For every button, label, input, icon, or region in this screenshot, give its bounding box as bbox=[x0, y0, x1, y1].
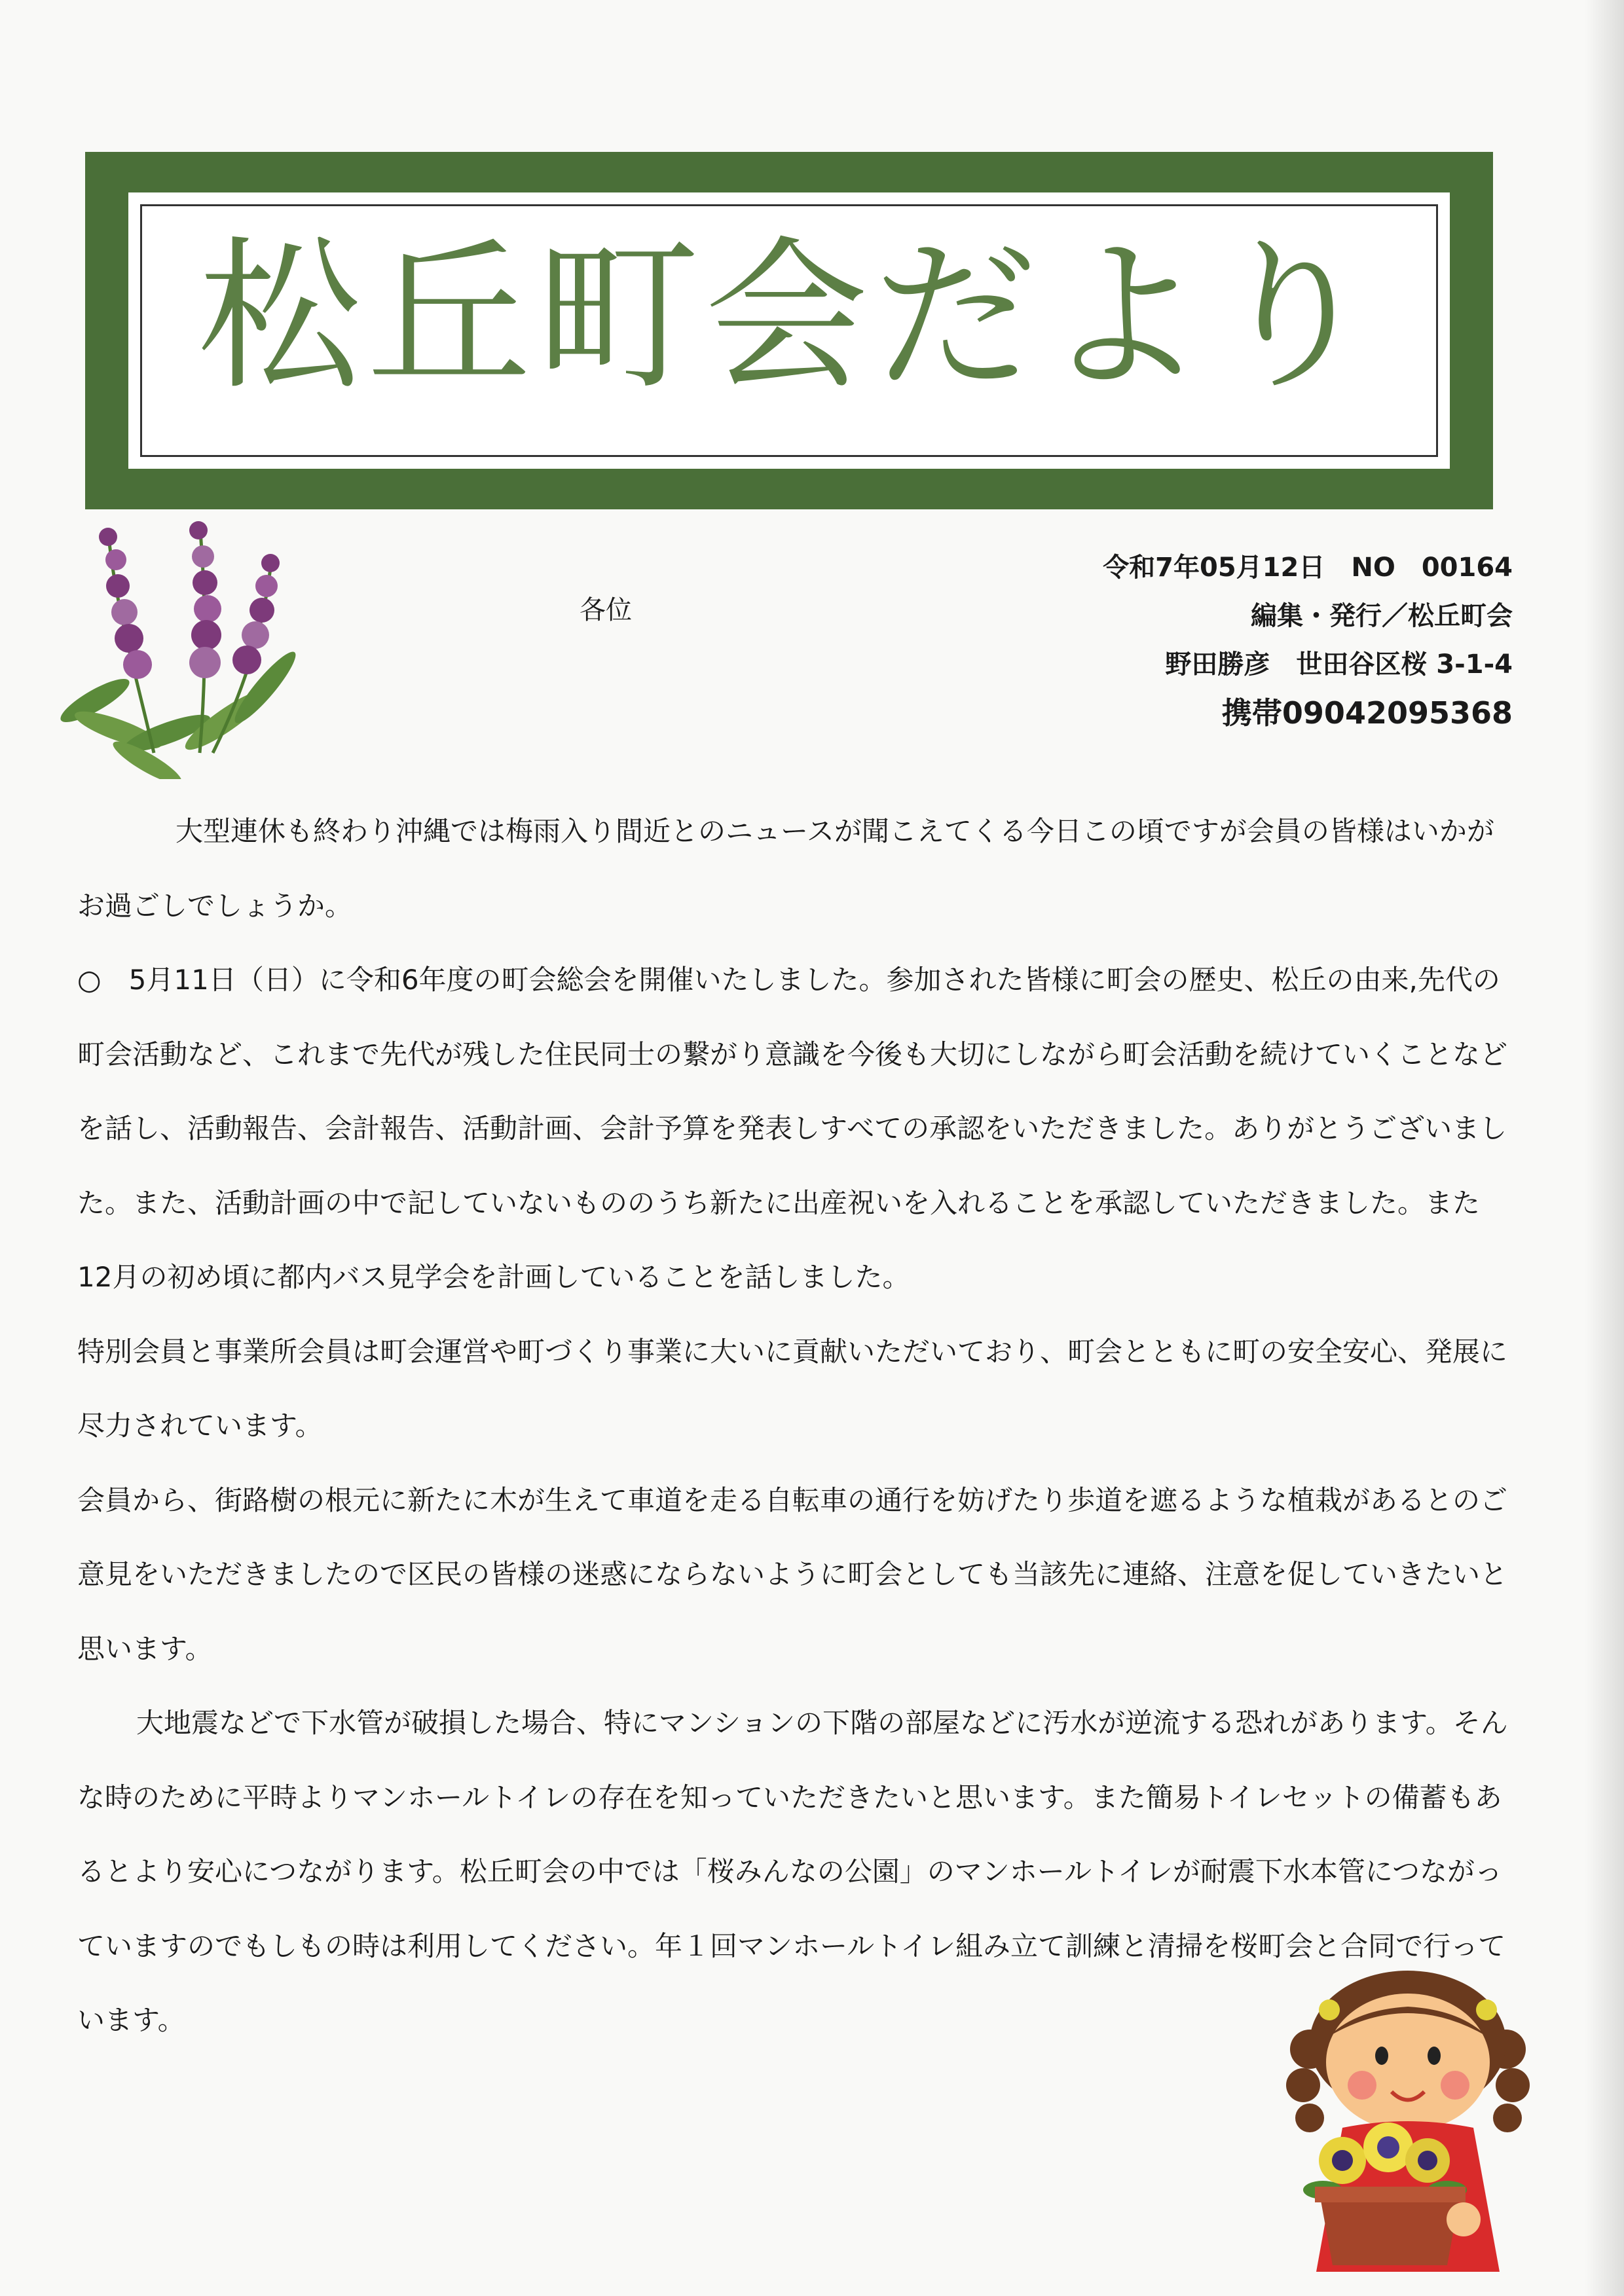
girl-with-pansy-pot-icon bbox=[1264, 1964, 1552, 2278]
contact-address: 野田勝彦 世田谷区桜 3-1-4 bbox=[1165, 649, 1513, 680]
flower-blossoms bbox=[99, 521, 280, 679]
issue-info bbox=[1103, 543, 1513, 737]
girl-face bbox=[1326, 1994, 1490, 2131]
manhole-toilet-paragraph: 大地震などで下水管が破損した場合、特にマンションの下階の部屋などに汚水が逆流する恐れがあります。そんな時のために平時よりマンホールトイレの存在を知っていただきたいと思います。また簡易トイレセットの備蓄もあるとより安心につながります。松丘町会の中では「桜みんなの公園」のマンホールトイレが耐震下水本管につながっていますのでもしもの時は利用してください。年１回マンホールトイレ組み立て訓練と清掃を桜町会と合同で行っています。 bbox=[77, 1707, 1508, 2036]
general-meeting-paragraph: ○ 5月11日（日）に令和6年度の町会総会を開催いたしました。参加された皆様に町会の歴史、松丘の由来,先代の町会活動など、これまで先代が残した住民同士の繋がり意識を今後も大切にしながら町会活動を続けていくことなどを話し、活動報告、会計報告、活動計画、会計予算を発表しすべての承認をいただきました。ありがとうございました。また、活動計画の中で記していないもののうち新たに出産祝いを入れることを承認していただきました。また12月の初め頃に都内バス見学会を計画していることを話しました。 bbox=[77, 964, 1508, 1293]
purple-flower-icon bbox=[56, 504, 331, 779]
phone-number: 携帯09042095368 bbox=[1221, 695, 1513, 731]
newsletter-body bbox=[77, 794, 1511, 2058]
page-edge-shadow bbox=[1585, 0, 1624, 2296]
addressee: 各位 bbox=[580, 595, 632, 625]
issue-date-number: 令和7年05月12日 NO 00164 bbox=[1103, 553, 1513, 583]
newsletter-title: 松丘町会だより bbox=[198, 221, 1380, 412]
special-members-paragraph: 特別会員と事業所会員は町会運営や町づくり事業に大いに貢献いただいており、町会とともに町の安全安心、発展に尽力されています。 bbox=[77, 1335, 1508, 1442]
flower-pot bbox=[1320, 2193, 1460, 2265]
masthead-panel bbox=[128, 192, 1450, 469]
masthead bbox=[85, 152, 1493, 509]
street-trees-paragraph: 会員から、街路樹の根元に新たに木が生えて車道を走る自転車の通行を妨げたり歩道を遮るような植栽があるとのご意見をいただきましたので区民の皆様の迷惑にならないように町会としても当該先に連絡、注意を促していきたいと思います。 bbox=[77, 1484, 1508, 1665]
flower-leaves bbox=[56, 646, 302, 779]
greeting-paragraph: 大型連休も終わり沖縄では梅雨入り間近とのニュースが聞こえてくる今日この頃ですが会員の皆様はいかがお過ごしでしょうか。 bbox=[77, 815, 1494, 922]
publisher: 編集・発行／松丘町会 bbox=[1251, 601, 1513, 631]
